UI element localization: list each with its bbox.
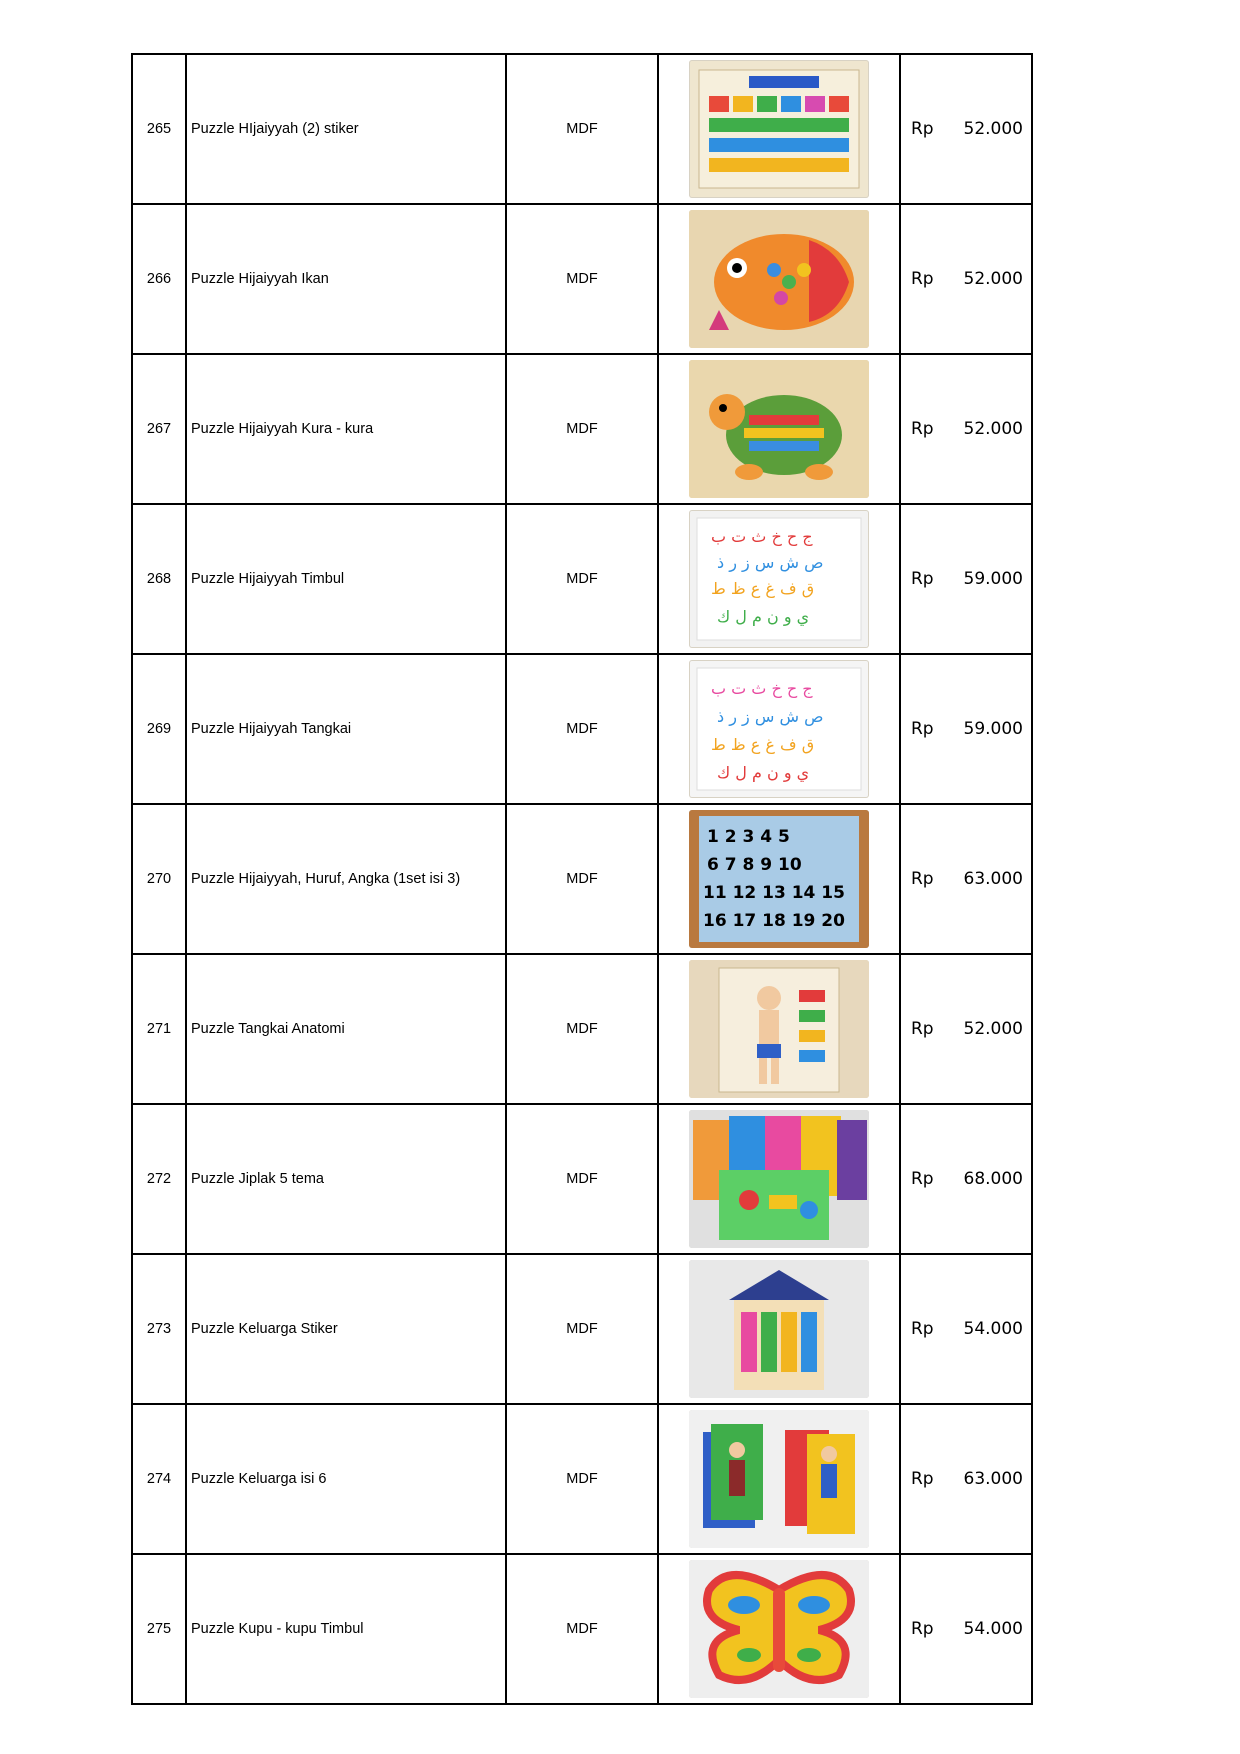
svg-text:ق ف غ ع ظ ط: ق ف غ ع ظ ط <box>711 735 815 754</box>
svg-text:1 2 3 4 5: 1 2 3 4 5 <box>707 827 790 847</box>
product-photo-cell <box>658 1104 900 1254</box>
currency-label: Rp <box>911 569 934 589</box>
butterfly-puzzle-photo <box>689 1560 869 1698</box>
price-cell <box>900 804 1032 954</box>
anatomy-board-photo <box>689 960 869 1098</box>
price-cell <box>900 204 1032 354</box>
table-row <box>132 54 1032 204</box>
product-name: Puzzle Hijaiyyah Tangkai <box>186 654 506 804</box>
product-name: Puzzle HIjaiyyah (2) stiker <box>186 54 506 204</box>
material: MDF <box>506 204 658 354</box>
table-row <box>132 504 1032 654</box>
currency-label: Rp <box>911 419 934 439</box>
svg-text:6 7 8 9 10: 6 7 8 9 10 <box>707 855 802 875</box>
material: MDF <box>506 54 658 204</box>
currency-label: Rp <box>911 119 934 139</box>
price-cell <box>900 654 1032 804</box>
product-table <box>131 53 1033 1705</box>
product-name: Puzzle Hijaiyyah Kura - kura <box>186 354 506 504</box>
table-row <box>132 1404 1032 1554</box>
item-number: 269 <box>132 654 186 804</box>
product-photo-cell <box>658 54 900 204</box>
price-cell <box>900 504 1032 654</box>
price-cell <box>900 1554 1032 1704</box>
price-value: 52.000 <box>963 119 1023 139</box>
tracing-boards-photo <box>689 1110 869 1248</box>
material: MDF <box>506 804 658 954</box>
price-value: 63.000 <box>963 869 1023 889</box>
product-name: Puzzle Keluarga isi 6 <box>186 1404 506 1554</box>
price-value: 59.000 <box>963 569 1023 589</box>
table-row <box>132 1554 1032 1704</box>
raised-letters-board-photo <box>689 510 869 648</box>
price-cell <box>900 354 1032 504</box>
family-cards-photo <box>689 1410 869 1548</box>
svg-text:ج ح خ ث ت ب: ج ح خ ث ت ب <box>711 527 813 546</box>
price-value: 52.000 <box>963 419 1023 439</box>
product-photo-cell <box>658 654 900 804</box>
svg-text:11 12 13 14 15: 11 12 13 14 15 <box>703 883 845 903</box>
svg-text:16 17 18 19 20: 16 17 18 19 20 <box>703 911 845 931</box>
product-photo-cell <box>658 504 900 654</box>
item-number: 274 <box>132 1404 186 1554</box>
item-number: 273 <box>132 1254 186 1404</box>
product-photo-cell <box>658 1554 900 1704</box>
svg-text:ص ش س ز ر ذ: ص ش س ز ر ذ <box>717 707 824 726</box>
currency-label: Rp <box>911 719 934 739</box>
product-name: Puzzle Kupu - kupu Timbul <box>186 1554 506 1704</box>
product-name: Puzzle Hijaiyyah Timbul <box>186 504 506 654</box>
svg-text:ص ش س ز ر ذ: ص ش س ز ر ذ <box>717 553 824 572</box>
price-value: 59.000 <box>963 719 1023 739</box>
svg-text:ي و ن م ل ك: ي و ن م ل ك <box>717 607 810 626</box>
product-photo-cell <box>658 1404 900 1554</box>
price-cell <box>900 54 1032 204</box>
price-list-sheet <box>131 53 1029 1705</box>
item-number: 270 <box>132 804 186 954</box>
fish-puzzle-photo <box>689 210 869 348</box>
svg-text:ج ح خ ث ت ب: ج ح خ ث ت ب <box>711 679 813 698</box>
table-row <box>132 804 1032 954</box>
price-cell <box>900 1404 1032 1554</box>
svg-text:ي و ن م ل ك: ي و ن م ل ك <box>717 763 810 782</box>
price-value: 63.000 <box>963 1469 1023 1489</box>
item-number: 271 <box>132 954 186 1104</box>
price-value: 54.000 <box>963 1319 1023 1339</box>
price-cell <box>900 954 1032 1104</box>
table-row <box>132 1104 1032 1254</box>
svg-text:ق ف غ ع ظ ط: ق ف غ ع ظ ط <box>711 579 815 598</box>
price-cell <box>900 1254 1032 1404</box>
item-number: 268 <box>132 504 186 654</box>
currency-label: Rp <box>911 1319 934 1339</box>
family-house-board-photo <box>689 1260 869 1398</box>
price-value: 52.000 <box>963 1019 1023 1039</box>
item-number: 267 <box>132 354 186 504</box>
material: MDF <box>506 1404 658 1554</box>
currency-label: Rp <box>911 869 934 889</box>
table-row <box>132 954 1032 1104</box>
currency-label: Rp <box>911 1019 934 1039</box>
product-name: Puzzle Tangkai Anatomi <box>186 954 506 1104</box>
currency-label: Rp <box>911 1619 934 1639</box>
product-photo-cell <box>658 204 900 354</box>
price-value: 68.000 <box>963 1169 1023 1189</box>
material: MDF <box>506 654 658 804</box>
product-name: Puzzle Keluarga Stiker <box>186 1254 506 1404</box>
number-grid-board-photo <box>689 810 869 948</box>
product-name: Puzzle Jiplak 5 tema <box>186 1104 506 1254</box>
table-row <box>132 1254 1032 1404</box>
item-number: 265 <box>132 54 186 204</box>
product-photo-cell <box>658 354 900 504</box>
material: MDF <box>506 1554 658 1704</box>
product-table-body <box>132 54 1032 1704</box>
price-cell <box>900 1104 1032 1254</box>
product-name: Puzzle Hijaiyyah, Huruf, Angka (1set isi 3) <box>186 804 506 954</box>
material: MDF <box>506 954 658 1104</box>
item-number: 266 <box>132 204 186 354</box>
price-value: 52.000 <box>963 269 1023 289</box>
material: MDF <box>506 504 658 654</box>
item-number: 272 <box>132 1104 186 1254</box>
product-photo-cell <box>658 804 900 954</box>
price-value: 54.000 <box>963 1619 1023 1639</box>
currency-label: Rp <box>911 269 934 289</box>
turtle-puzzle-photo <box>689 360 869 498</box>
material: MDF <box>506 354 658 504</box>
product-name: Puzzle Hijaiyyah Ikan <box>186 204 506 354</box>
table-row <box>132 204 1032 354</box>
material: MDF <box>506 1254 658 1404</box>
product-photo-cell <box>658 1254 900 1404</box>
table-row <box>132 354 1032 504</box>
item-number: 275 <box>132 1554 186 1704</box>
currency-label: Rp <box>911 1169 934 1189</box>
product-photo-cell <box>658 954 900 1104</box>
hijaiyyah-sticker-board-photo <box>689 60 869 198</box>
table-row <box>132 654 1032 804</box>
material: MDF <box>506 1104 658 1254</box>
currency-label: Rp <box>911 1469 934 1489</box>
knob-letters-board-photo <box>689 660 869 798</box>
